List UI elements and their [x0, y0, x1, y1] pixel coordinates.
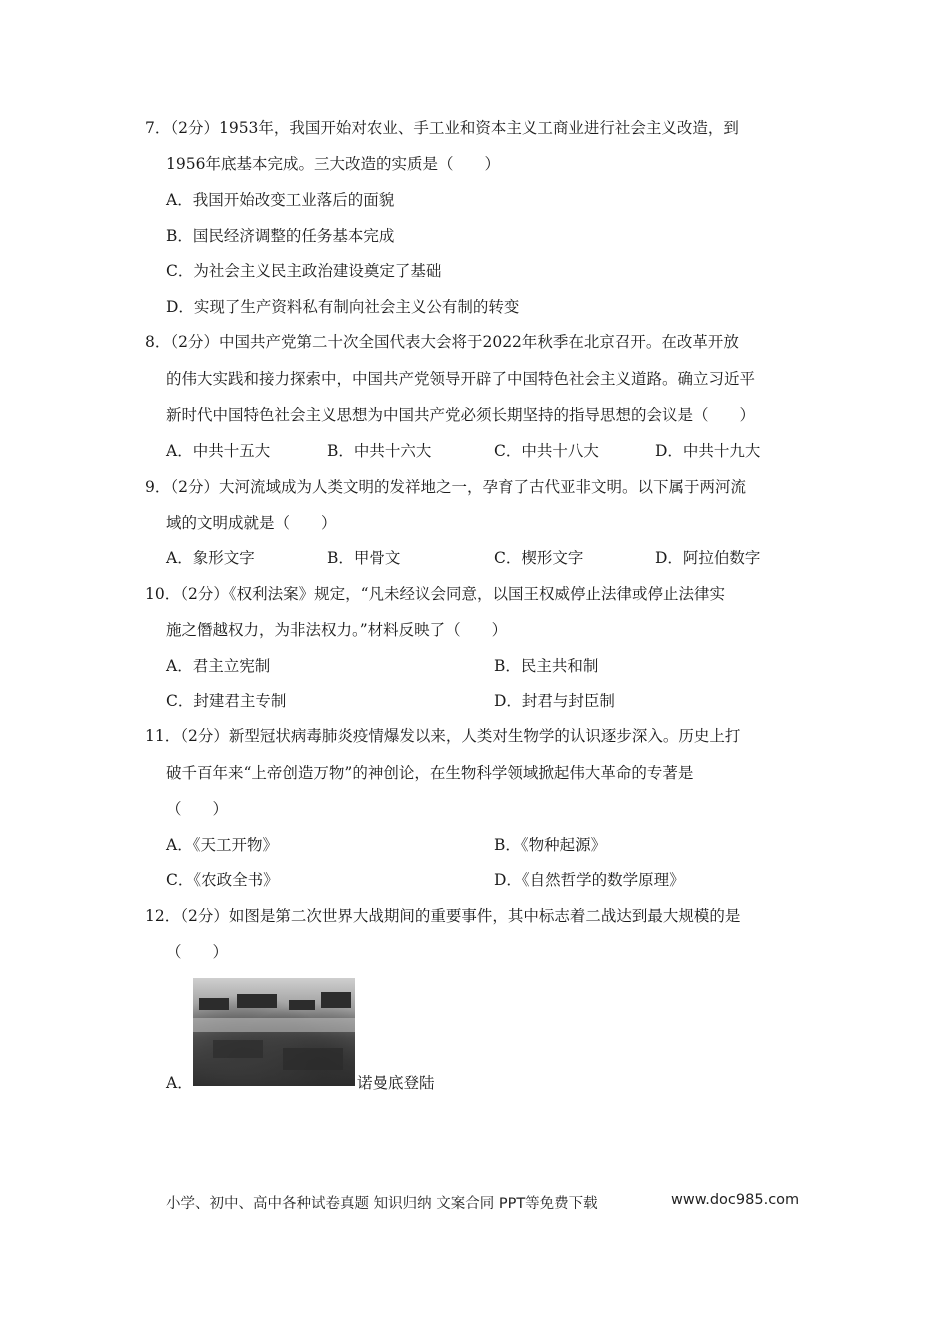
- footer-url[interactable]: www.doc985.com: [671, 1192, 800, 1208]
- question-10-option-b: B．民主共和制: [494, 657, 599, 675]
- question-8-option-d: D．中共十九大: [655, 442, 761, 460]
- question-7-option-c: C．为社会主义民主政治建设奠定了基础: [166, 262, 442, 280]
- footer-text: 小学、初中、高中各种试卷真题 知识归纳 文案合同 PPT等免费下载: [166, 1196, 598, 1212]
- question-8-option-c: C．中共十八大: [494, 442, 599, 460]
- question-7-option-d: D．实现了生产资料私有制向社会主义公有制的转变: [166, 298, 520, 316]
- question-11-option-c: C．《农政全书》: [166, 871, 279, 889]
- question-11-option-a: A．《天工开物》: [166, 836, 278, 854]
- question-7-line-2: 1956年底基本完成。三大改造的实质是（ ）: [166, 155, 500, 173]
- question-10-option-c: C．封建君主专制: [166, 692, 287, 710]
- question-10-line-2: 施之僭越权力，为非法权力。”材料反映了（ ）: [166, 621, 508, 639]
- question-12-option-a-text: 诺曼底登陆: [357, 1074, 435, 1092]
- page-footer: [166, 1192, 800, 1213]
- question-12-line-1: 12．（2分）如图是第二次世界大战期间的重要事件，其中标志着二战达到最大规模的是: [145, 907, 741, 925]
- question-11-option-d: D．《自然哲学的数学原理》: [494, 871, 685, 889]
- question-7-option-a: A．我国开始改变工业落后的面貌: [166, 191, 395, 209]
- question-10-option-d: D．封君与封臣制: [494, 692, 615, 710]
- question-12-option-a-label: A．: [166, 1074, 193, 1092]
- question-11-option-b: B．《物种起源》: [494, 836, 607, 854]
- question-9-line-2: 域的文明成就是（ ）: [166, 514, 337, 532]
- question-8-line-2: 的伟大实践和接力探索中，中国共产党领导开辟了中国特色社会主义道路。确立习近平: [166, 370, 756, 388]
- question-9-option-b: B．甲骨文: [327, 549, 401, 567]
- question-9-line-1: 9．（2分）大河流域成为人类文明的发祥地之一，孕育了古代亚非文明。以下属于两河流: [145, 478, 746, 496]
- question-11-line-3: （ ）: [166, 800, 229, 818]
- question-8-line-1: 8．（2分）中国共产党第二十次全国代表大会将于2022年秋季在北京召开。在改革开放: [145, 333, 739, 351]
- question-9-option-c: C．楔形文字: [494, 549, 584, 567]
- normandy-landing-photo: [193, 978, 355, 1086]
- question-9-option-d: D．阿拉伯数字: [655, 549, 761, 567]
- question-8-line-3: 新时代中国特色社会主义思想为中国共产党必须长期坚持的指导思想的会议是（ ）: [166, 406, 756, 424]
- question-11-line-1: 11．（2分）新型冠状病毒肺炎疫情爆发以来，人类对生物学的认识逐步深入。历史上打: [145, 727, 741, 745]
- question-10-line-1: 10．（2分）《权利法案》规定，“凡未经议会同意，以国王权威停止法律或停止法律实: [145, 585, 726, 603]
- question-7-option-b: B．国民经济调整的任务基本完成: [166, 227, 395, 245]
- question-8-option-a: A．中共十五大: [166, 442, 271, 460]
- question-9-option-a: A．象形文字: [166, 549, 255, 567]
- question-7-line-1: 7．（2分）1953年，我国开始对农业、手工业和资本主义工商业进行社会主义改造，到: [145, 119, 739, 137]
- question-11-line-2: 破千百年来“上帝创造万物”的神创论，在生物科学领域掀起伟大革命的专著是: [166, 764, 694, 782]
- question-12-line-2: （ ）: [166, 943, 229, 961]
- question-10-option-a: A．君主立宪制: [166, 657, 271, 675]
- question-8-option-b: B．中共十六大: [327, 442, 432, 460]
